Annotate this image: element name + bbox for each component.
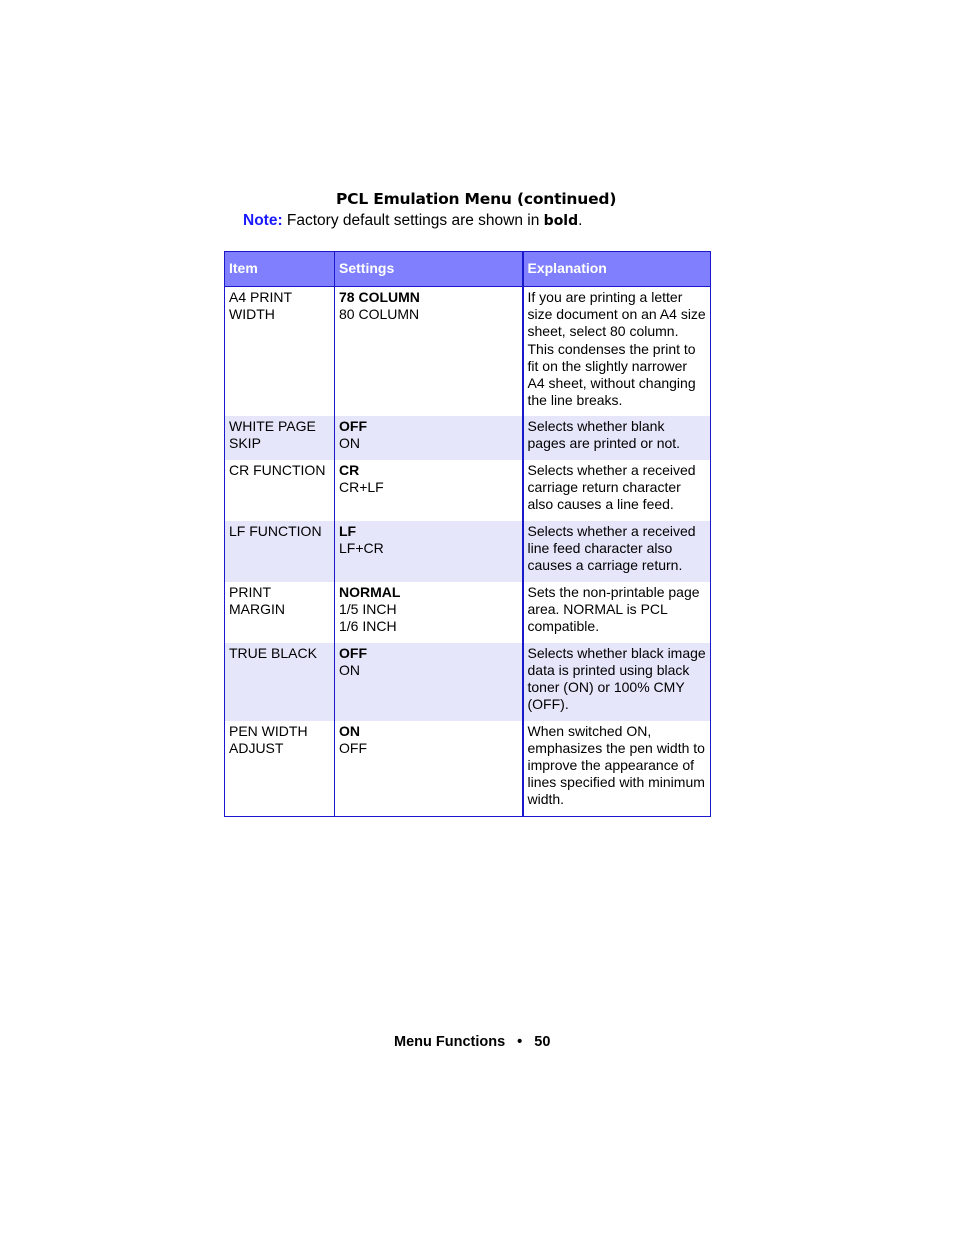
footer-bullet: • bbox=[517, 1034, 523, 1050]
setting-default: ON bbox=[339, 722, 360, 739]
page-number: 50 bbox=[534, 1034, 551, 1050]
setting-option: ON bbox=[339, 661, 360, 678]
explanation-cell: Selects whether a received line feed character also causes a carriage return. bbox=[523, 521, 711, 582]
settings-cell bbox=[335, 643, 523, 721]
item-cell: TRUE BLACK bbox=[225, 643, 335, 721]
settings-cell bbox=[335, 521, 523, 582]
setting-option: OFF bbox=[339, 739, 367, 756]
setting-default: OFF bbox=[339, 644, 367, 661]
settings-cell bbox=[335, 460, 523, 521]
setting-default: CR bbox=[339, 461, 360, 478]
settings-cell bbox=[335, 721, 523, 817]
setting-default: 78 COLUMN bbox=[339, 289, 420, 305]
note-bold-word: bold bbox=[543, 213, 579, 229]
item-cell: LF FUNCTION bbox=[225, 521, 335, 582]
settings-cell bbox=[335, 287, 523, 416]
table-row bbox=[225, 521, 711, 582]
table-row bbox=[225, 460, 711, 521]
note-label: Note: bbox=[243, 212, 283, 229]
item-cell: PEN WIDTH ADJUST bbox=[229, 722, 308, 756]
footer-section: Menu Functions bbox=[394, 1034, 506, 1050]
item-cell: WHITE PAGE SKIP bbox=[225, 416, 335, 460]
item-cell: A4 PRINT WIDTH bbox=[229, 289, 293, 323]
setting-option: 1/6 INCH bbox=[339, 617, 397, 634]
table-row bbox=[225, 721, 711, 817]
note-end: . bbox=[578, 212, 583, 229]
explanation-cell: Selects whether a received carriage return character also causes a line feed. bbox=[523, 460, 711, 521]
explanation-cell: Selects whether black image data is printed using black toner (ON) or 100% CMY (OFF). bbox=[523, 643, 711, 721]
explanation-cell: If you are printing a letter size document on an A4 size sheet, select 80 column. This condenses the print to fit on the slightly narrower A4 sheet, without changing the line breaks. bbox=[523, 287, 711, 416]
setting-option: 1/5 INCH bbox=[339, 600, 397, 617]
setting-option: CR+LF bbox=[339, 478, 384, 495]
page-footer bbox=[394, 1034, 550, 1050]
table-row bbox=[225, 582, 711, 643]
setting-default: NORMAL bbox=[339, 583, 401, 600]
item-cell: CR FUNCTION bbox=[229, 461, 326, 478]
note-line bbox=[243, 212, 582, 230]
table-row bbox=[225, 416, 711, 460]
table-header-row bbox=[225, 252, 711, 287]
setting-option: LF+CR bbox=[339, 539, 384, 556]
setting-option: ON bbox=[339, 434, 360, 451]
explanation-cell: Selects whether blank pages are printed or not. bbox=[523, 416, 711, 460]
setting-default: OFF bbox=[339, 417, 367, 434]
item-cell: PRINT MARGIN bbox=[229, 583, 285, 617]
settings-cell bbox=[335, 416, 523, 460]
pcl-emulation-table bbox=[224, 251, 711, 817]
header-explanation: Explanation bbox=[523, 252, 711, 287]
note-text: Factory default settings are shown in bbox=[282, 212, 544, 229]
settings-cell bbox=[335, 582, 523, 643]
header-item: Item bbox=[225, 252, 335, 287]
table-row bbox=[225, 643, 711, 721]
table-row bbox=[225, 287, 711, 416]
setting-option: 80 COLUMN bbox=[339, 306, 420, 323]
explanation-cell: Sets the non-printable page area. NORMAL is PCL compatible. bbox=[523, 582, 711, 643]
page-title: PCL Emulation Menu (continued) bbox=[336, 190, 617, 208]
setting-default: LF bbox=[339, 522, 357, 539]
header-settings: Settings bbox=[335, 252, 523, 287]
explanation-cell: When switched ON, emphasizes the pen width to improve the appearance of lines specified with minimum width. bbox=[523, 721, 711, 817]
